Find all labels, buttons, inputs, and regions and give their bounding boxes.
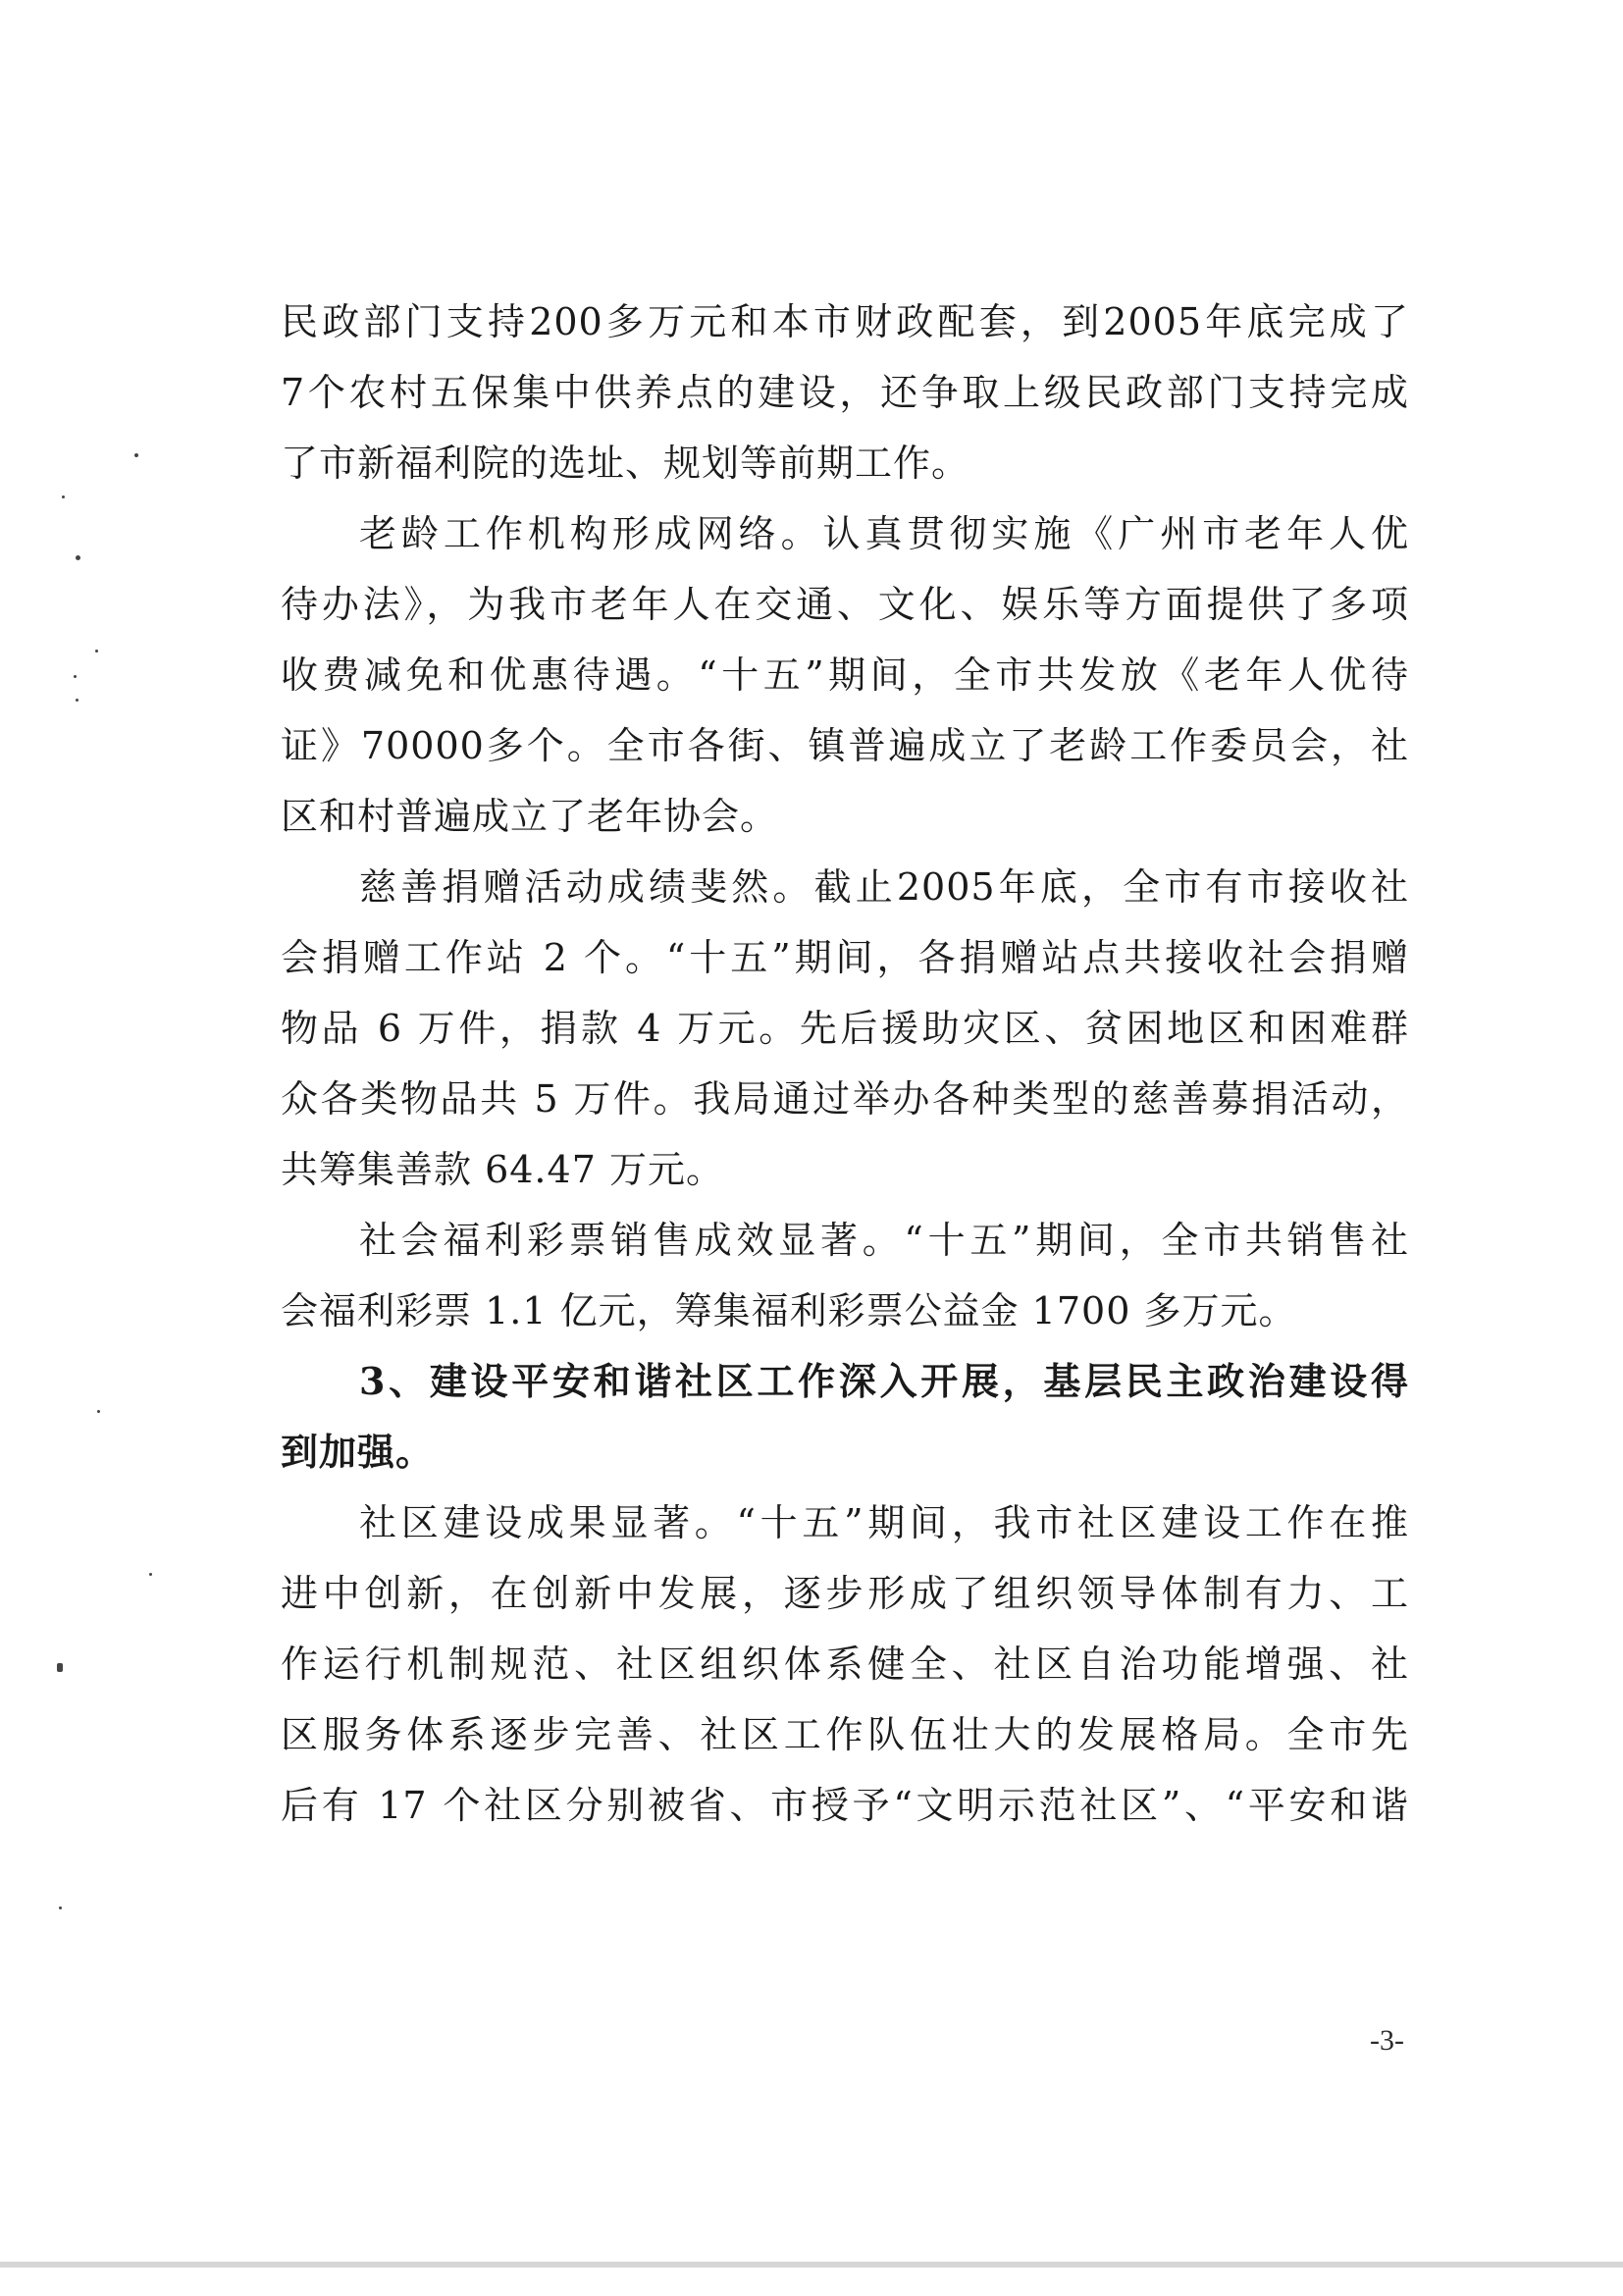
scan-speck [62,496,65,498]
scan-speck [95,650,98,652]
text-line: 证》70000多个。全市各街、镇普遍成立了老龄工作委员会，社 [281,724,1409,767]
scan-speck [134,453,138,457]
text-line: 后有 17 个社区分别被省、市授予“文明示范社区”、“平安和谐 [281,1784,1409,1827]
text-line: 区和村普遍成立了老年协会。 [281,795,779,838]
paragraph-lottery-start: 社会福利彩票销售成效显著。“十五”期间，全市共销售社 [359,1219,1409,1262]
scan-speck [76,699,79,702]
scan-edge [0,2262,1623,2268]
section-heading: 3、建设平安和谐社区工作深入开展，基层民主政治建设得 [359,1359,1409,1403]
scan-speck [57,1663,63,1672]
paragraph-community-start: 社区建设成果显著。“十五”期间，我市社区建设工作在推 [359,1501,1409,1544]
body-text [281,287,1409,1841]
text-line: 民政部门支持200多万元和本市财政配套，到2005年底完成了 [281,300,1409,343]
scan-speck [76,555,80,560]
paragraph-elderly-start: 老龄工作机构形成网络。认真贯彻实施《广州市老年人优 [359,512,1409,555]
text-line: 进中创新，在创新中发展，逐步形成了组织领导体制有力、工 [281,1572,1409,1615]
text-line: 收费减免和优惠待遇。“十五”期间，全市共发放《老年人优待 [281,653,1409,697]
text-line: 7个农村五保集中供养点的建设，还争取上级民政部门支持完成 [281,371,1409,414]
scan-speck [74,675,77,678]
text-line: 众各类物品共 5 万件。我局通过举办各种类型的慈善募捐活动， [281,1077,1409,1121]
scan-speck [97,1410,100,1413]
text-line: 会福利彩票 1.1 亿元，筹集福利彩票公益金 1700 多万元。 [281,1289,1297,1332]
scan-speck [149,1573,152,1576]
text-line: 作运行机制规范、社区组织体系健全、社区自治功能增强、社 [281,1643,1409,1686]
scan-speck [59,1906,62,1909]
text-line: 共筹集善款 64.47 万元。 [281,1148,724,1191]
paragraph-charity-start: 慈善捐赠活动成绩斐然。截止2005年底，全市有市接收社 [359,865,1409,909]
text-line: 会捐赠工作站 2 个。“十五”期间，各捐赠站点共接收社会捐赠 [281,936,1409,979]
text-line: 了市新福利院的选址、规划等前期工作。 [281,442,970,485]
text-line: 区服务体系逐步完善、社区工作队伍壮大的发展格局。全市先 [281,1713,1409,1756]
page-number: -3- [1370,2024,1404,2057]
text-line: 待办法》，为我市老年人在交通、文化、娱乐等方面提供了多项 [281,583,1409,626]
text-line: 物品 6 万件，捐款 4 万元。先后援助灾区、贫困地区和困难群 [281,1007,1409,1050]
section-heading-continued: 到加强。 [281,1430,435,1474]
